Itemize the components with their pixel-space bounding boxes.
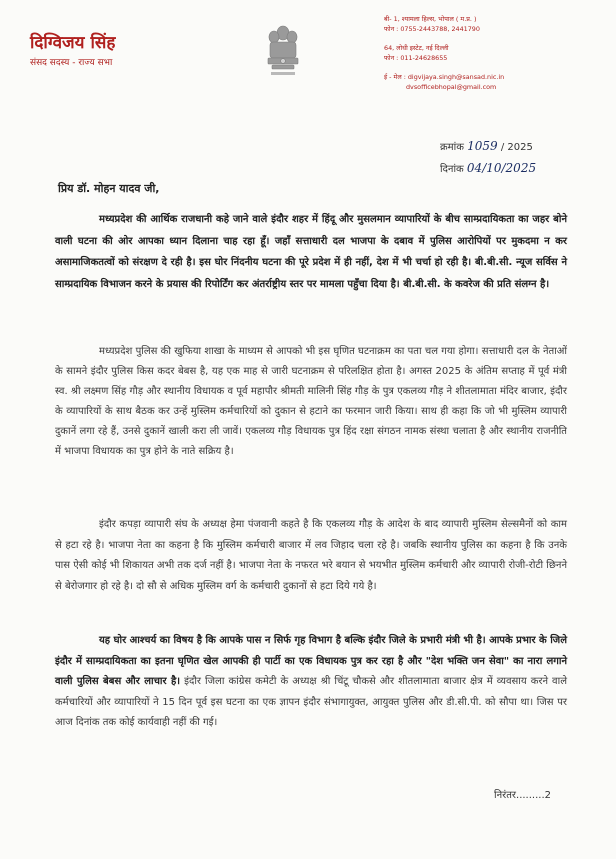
bhopal-phone: फोन : 0755-2443788, 2441790	[384, 25, 480, 33]
email-primary: ई - मेल : digvijaya.singh@sansad.nic.in	[384, 73, 505, 81]
bhopal-address: बी- 1, श्यामला हिल्स, भोपाल ( म.प्र. )	[384, 15, 477, 23]
paragraph-4	[55, 631, 567, 734]
paragraph-2: मध्यप्रदेश पुलिस की खुफिया शाखा के माध्यम से आपको भी इस घृणित घटनाक्रम का पता चल गया होगा। सत्ताधारी दल के नेताओं के सामने इंदौर पुलिस किस कदर बेबस है, यह एक माह से जारी घटनाक्रम से परिलक्षित होता है। अगस्त 2025 के अंतिम सप्ताह में पूर्व मंत्री स्व. श्री लक्ष्मण सिंह गौड़ और स्थानीय विधायक व पूर्व महापौर श्रीमती मालिनी सिंह गौड़ के पुत्र एकलव्य गौड़ ने शीतलामाता मंदिर बाजार, इंदौर के व्यापारियों के साथ बैठक कर उन्हें मुस्लिम कर्मचारियों को दुकान से हटाने का फरमान जारी किया। साथ ही कहा कि जो भी मुस्लिम व्यापारी दुकानें लगा रहे हैं, उनसे दुकानें खाली करा ली जावें। एकलव्य गौड़ विधायक पुत्र हिंद रक्षा संगठन नामक संस्था चलाता है और स्थानीय राजनीति में भाजपा विधायक का पुत्र होने के नाते सक्रिय है।	[55, 346, 567, 457]
ref-date-value: 04/10/2025	[466, 161, 537, 175]
ref-date-label: दिनांक	[440, 164, 464, 175]
salutation: प्रिय डॉ. मोहन यादव जी,	[58, 182, 160, 195]
reference-block	[440, 136, 536, 180]
ref-number-suffix: / 2025	[500, 142, 533, 153]
paragraph-4-emphasis: यह घोर आश्चर्य का विषय है कि आपके पास न सिर्फ गृह विभाग है बल्कि इंदौर जिले के प्रभारी मंत्री भी है। आपके प्रभार के जिले इंदौर में साम्प्रदायिकता का इतना घृणित खेल आपकी ही पार्टी का एक विधायक पुत्र कर रहा है और "देश भक्ति जन सेवा" का नारा लगाने वाली पुलिस बेबस और लाचार है।	[55, 635, 567, 687]
letterhead-address	[384, 14, 584, 92]
delhi-address: 64, लोधी इस्टेट, नई दिल्ली	[384, 44, 449, 52]
delhi-phone: फोन : 011-24628655	[384, 54, 448, 62]
paragraph-1: मध्यप्रदेश की आर्थिक राजधानी कहे जाने वाले इंदौर शहर में हिंदू और मुसलमान व्यापारियों के बीच साम्प्रदायिकता का जहर बोने वाली घटना की ओर आपका ध्यान दिलाना चाह रहा हूँ। जहाँ सत्ताधारी दल भाजपा के दबाव में पुलिस आरोपियों पर मुकदमा न कर असामाजिकतत्वों को संरक्षण दे रही है। इस घोर निंदनीय घटना की पूरे प्रदेश में ही नहीं, देश में भी चर्चा हो रही है। बी.बी.सी. न्यूज सर्विस ने साम्प्रदायिक विभाजन करने के प्रयास की रिपोर्टिंग कर अंतर्राष्ट्रीय स्तर पर मामला पहुँचा दिया है। बी.बी.सी. के कवरेज की प्रति संलग्न है।	[55, 214, 567, 290]
paragraph-4-body: इंदौर जिला कांग्रेस कमेटी के अध्यक्ष श्री चिंटू चौकसे और शीतलामाता बाजार क्षेत्र में व्यवसाय करने वाले कर्मचारियों और व्यापारियों ने 15 दिन पूर्व इस घटना का एक ज्ञापन इंदौर संभागायुक्त, आयुक्त पुलिस और डी.सी.पी. को सौपा था। जिस पर आज दिनांक तक कोई कार्यवाही नहीं की गई।	[55, 676, 567, 728]
email-secondary: dvsofficebhopal@gmail.com	[406, 83, 497, 91]
paragraph-3: इंदौर कपड़ा व्यापारी संघ के अध्यक्ष हेमा पंजवानी कहते है कि एकलव्य गौड़ के आदेश के बाद व्यापारी मुस्लिम सेल्समैनों को काम से हटा रहे है। भाजपा नेता का कहना है कि मुस्लिम कर्मचारी बाजार में लव जिहाद चला रहे है। जबकि स्थानीय पुलिस का कहना है कि उनके पास ऐसी कोई भी शिकायत अभी तक दर्ज नहीं है। भाजपा नेता के नफरत भरे बयान से भयभीत मुस्लिम कर्मचारी और व्यापारी रोजी-रोटी छिनने से बेरोजगार हो रहे है। दो सौ से अधिक मुस्लिम वर्ग के कर्मचारी दुकानों से हटा दिये गये है।	[55, 519, 567, 592]
sender-name: दिग्विजय सिंह	[30, 33, 116, 53]
ref-number-value: 1059	[467, 139, 498, 153]
sender-role: संसद सदस्य - राज्य सभा	[30, 58, 113, 68]
ref-number-label: क्रमांक	[440, 142, 464, 153]
continued-marker: निरंतर.........2	[494, 790, 551, 801]
national-emblem-icon	[262, 22, 304, 80]
